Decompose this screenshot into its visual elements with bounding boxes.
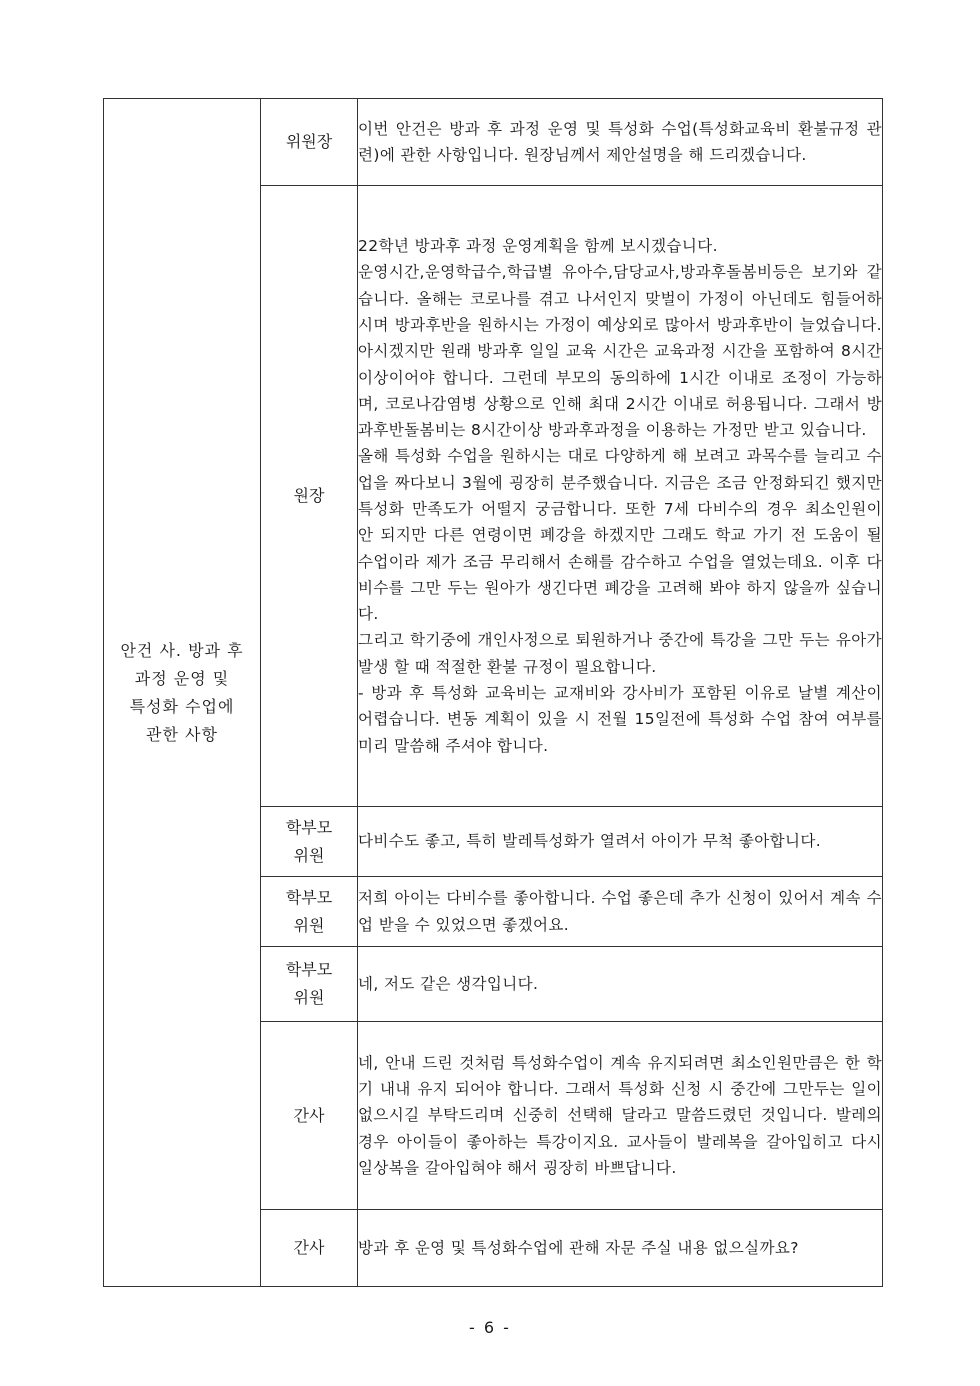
speaker-cell (261, 1022, 358, 1210)
agenda-line: 관한 사항 (146, 724, 218, 744)
speaker-cell (261, 186, 358, 807)
statement-cell (358, 99, 883, 186)
statement-cell (358, 1022, 883, 1210)
speaker-cell (261, 877, 358, 947)
statement-text: 운영시간,운영학급수,학급별 유아수,담당교사,방과후돌봄비등은 보기와 같습니다. 올해는 코로나를 겪고 나서인지 맞벌이 가정이 아닌데도 힘들어하시며 방과후반을 원하시는 가정이 예상외로 많아서 방과후반이 늘었습니다. 아시겠지만 원래 방과후 일일 교육 시간은 교육과정 시간을 포함하여 8시간 이상이어야 합니다. 그런데 부모의 동의하에 1시간 이내로 조정이 가능하며, 코로나감염병 상황으로 인해 최대 2시간 이내로 허용됩니다. 그래서 방과후반돌봄비는 8시간이상 방과후과정을 이용하는 가정만 받고 있습니다. (358, 263, 882, 440)
agenda-item-cell (104, 99, 261, 1287)
speaker-name: 위원장 (285, 132, 333, 151)
speaker-name: 위원 (293, 988, 325, 1007)
page-number: - 6 - (469, 1318, 511, 1337)
table-row (104, 99, 883, 186)
statement-text: 22학년 방과후 과정 운영계획을 함께 보시겠습니다. (358, 237, 718, 256)
speaker-cell (261, 1210, 358, 1287)
statement-text: 이번 안건은 방과 후 과정 운영 및 특성화 수업(특성화교육비 환불규정 관련)에 관한 사항입니다. 원장님께서 제안설명을 해 드리겠습니다. (358, 119, 882, 164)
minutes-table (103, 98, 883, 1287)
statement-text: 네, 안내 드린 것처럼 특성화수업이 계속 유지되려면 최소인원만큼은 한 학기 내내 유지 되어야 합니다. 그래서 특성화 신청 시 중간에 그만두는 일이 없으시길 부탁드리며 신중히 선택해 달라고 말씀드렸던 것입니다. 발레의 경우 아이들이 좋아하는 특강이지요. 교사들이 발레복을 갈아입히고 다시 일상복을 갈아입혀야 해서 굉장히 바쁘답니다. (358, 1053, 882, 1177)
agenda-line: 특성화 수업에 (129, 696, 235, 716)
speaker-name: 원장 (293, 486, 325, 505)
statement-text: 다비수도 좋고, 특히 발레특성화가 열려서 아이가 무척 좋아합니다. (358, 832, 822, 851)
agenda-line: 과정 운영 및 (134, 668, 230, 688)
speaker-cell (261, 807, 358, 877)
statement-text: - 방과 후 특성화 교육비는 교재비와 강사비가 포함된 이유로 날별 계산이 어렵습니다. 변동 계획이 있을 시 전월 15일전에 특성화 수업 참여 여부를 미리 말씀해 주셔야 합니다. (358, 684, 882, 755)
speaker-cell (261, 99, 358, 186)
agenda-line: 안건 사. 방과 후 (120, 640, 244, 660)
statement-text: 네, 저도 같은 생각입니다. (358, 974, 539, 993)
speaker-name: 학부모 (285, 960, 333, 979)
speaker-name: 위원 (293, 915, 325, 935)
statement-cell (358, 186, 883, 807)
speaker-name: 간사 (293, 1238, 325, 1257)
speaker-cell (261, 947, 358, 1022)
statement-cell (358, 1210, 883, 1287)
speaker-name: 학부모 (285, 887, 333, 907)
statement-cell (358, 807, 883, 877)
speaker-name: 학부모 (285, 817, 333, 837)
statement-text: 그리고 학기중에 개인사정으로 퇴원하거나 중간에 특강을 그만 두는 유아가 발생 할 때 적절한 환불 규정이 필요합니다. (358, 631, 882, 676)
speaker-name: 간사 (293, 1105, 325, 1125)
statement-cell (358, 947, 883, 1022)
statement-text: 올해 특성화 수업을 원하시는 대로 다양하게 해 보려고 과목수를 늘리고 수업을 짜다보니 3월에 굉장히 분주했습니다. 지금은 조금 안정화되긴 했지만 특성화 만족도가 어떨지 궁금합니다. 또한 7세 다비수의 경우 최소인원이 안 되지만 다른 연령이면 폐강을 하겠지만 그래도 학교 가기 전 도움이 될 수업이라 제가 조금 무리해서 손해를 감수하고 수업을 열었는데요. 이후 다비수를 그만 두는 원아가 생긴다면 폐강을 고려해 봐야 하지 않을까 싶습니다. (358, 447, 882, 624)
statement-text: 저희 아이는 다비수를 좋아합니다. 수업 좋은데 추가 신청이 있어서 계속 수업 받을 수 있었으면 좋겠어요. (358, 889, 882, 934)
speaker-name: 위원 (293, 845, 325, 865)
statement-text: 방과 후 운영 및 특성화수업에 관해 자문 주실 내용 없으실까요? (358, 1238, 799, 1257)
statement-cell (358, 877, 883, 947)
